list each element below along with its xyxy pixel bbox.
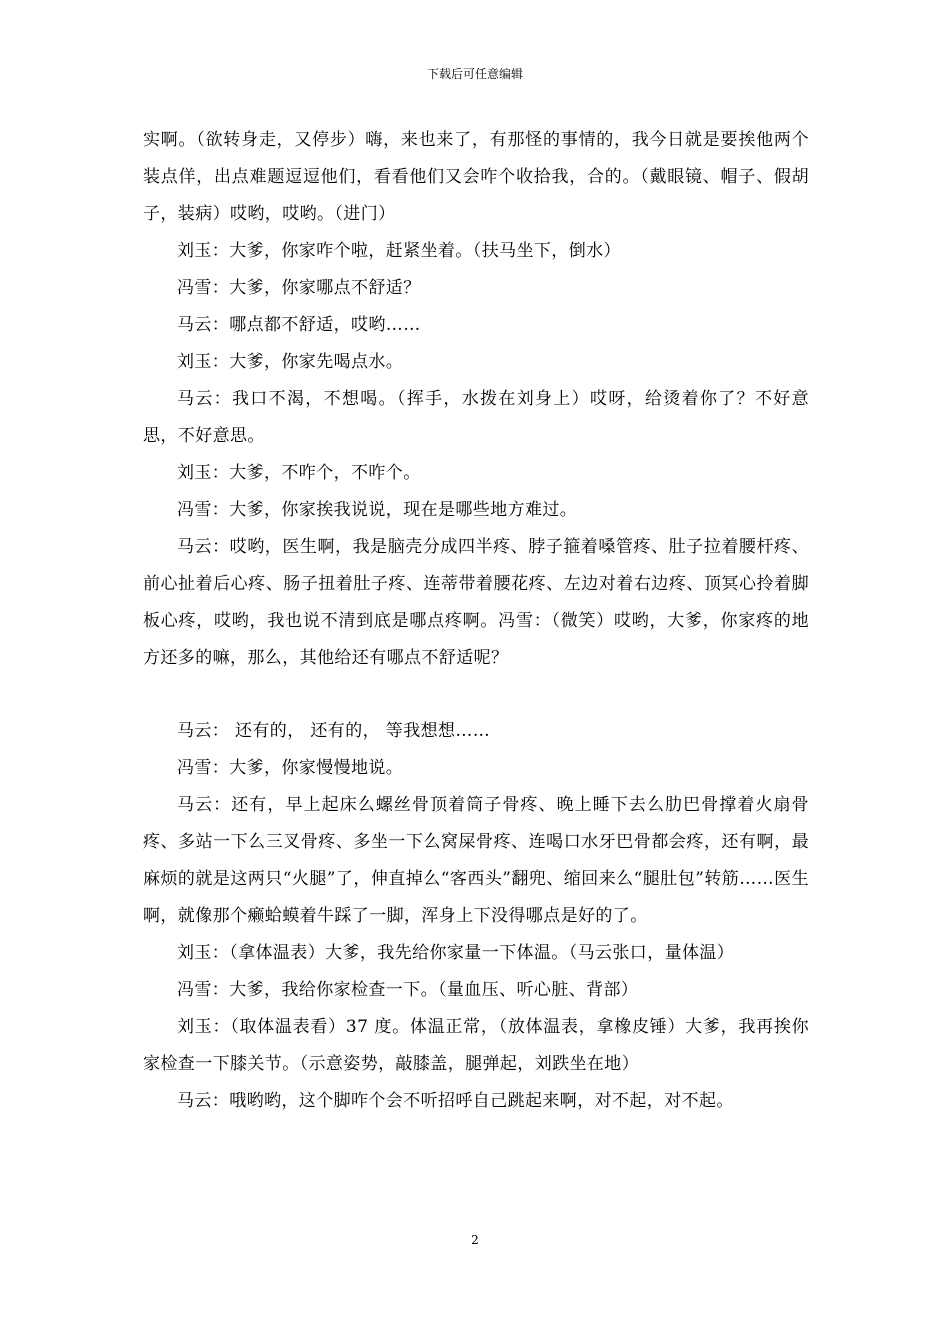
paragraph: 冯雪：大爹，你家哪点不舒适？ xyxy=(177,278,421,298)
page-number: 2 xyxy=(471,1233,479,1247)
paragraph: 刘玉：（拿体温表）大爹，我先给你家量一下体温。（马云张口，量体温） xyxy=(177,943,735,963)
paragraph: 实啊。（欲转身走，又停步）嗨，来也来了，有那怪的事情的，我今日就是要挨他两个装点佯，出点难题逗逗他们，看看他们又会咋个收拾我，合的。（戴眼镜、帽子、假胡子，装病）哎哟，哎哟。（进门） xyxy=(143,130,809,224)
paragraph: 刘玉：大爹，你家先喝点水。 xyxy=(177,352,404,372)
paragraph: 马云：我口不渴，不想喝。（挥手，水拨在刘身上）哎呀，给烫着你了？不好意思，不好意思。 xyxy=(143,389,809,446)
paragraph: 刘玉：（取体温表看）37 度。体温正常，（放体温表，拿橡皮锤）大爹，我再挨你家检查一下膝关节。（示意姿势，敲膝盖，腿弹起，刘跌坐在地） xyxy=(143,1017,809,1074)
page-header: 下载后可任意编辑 xyxy=(426,67,523,81)
paragraph: 冯雪：大爹，你家挨我说说，现在是哪些地方难过。 xyxy=(177,500,578,520)
document-body xyxy=(143,122,809,1120)
paragraph: 马云：哎哟，医生啊，我是脑壳分成四半疼、脖子箍着嗓管疼、肚子拉着腰杆疼、前心扯着后心疼、肠子扭着肚子疼、连蒂带着腰花疼、左边对着右边疼、顶冥心拎着脚板心疼，哎哟，我也说不清到底是哪点疼啊。冯雪：（微笑）哎哟，大爹，你家疼的地方还多的嘛，那么，其他给还有哪点不舒适呢？ xyxy=(143,537,809,668)
paragraph: 冯雪：大爹，你家慢慢地说。 xyxy=(177,758,404,778)
paragraph: 冯雪：大爹，我给你家检查一下。（量血压、听心脏、背部） xyxy=(177,980,639,1000)
paragraph: 马云：还有，早上起床么螺丝骨顶着筒子骨疼、晚上睡下去么肋巴骨撑着火扇骨疼、多站一下么三叉骨疼、多坐一下么窝屎骨疼、连喝口水牙巴骨都会疼，还有啊，最麻烦的就是这两只“火腿”了，伸直掉么“客西头”翻兜、缩回来么“腿肚包”转筋……医生啊，就像那个癞蛤蟆着牛踩了一脚，浑身上下没得哪点是好的了。 xyxy=(143,795,809,926)
paragraph: 马云：哦哟哟，这个脚咋个会不听招呼自己跳起来啊，对不起，对不起。 xyxy=(177,1091,734,1111)
paragraph: 刘玉：大爹，你家咋个啦，赶紧坐着。（扶马坐下，倒水） xyxy=(177,241,621,261)
paragraph: 马云：哪点都不舒适，哎哟…… xyxy=(177,315,421,335)
paragraph: 刘玉：大爹，不咋个，不咋个。 xyxy=(177,463,421,483)
paragraph: 马云： 还有的， 还有的， 等我想想…… xyxy=(177,721,491,741)
